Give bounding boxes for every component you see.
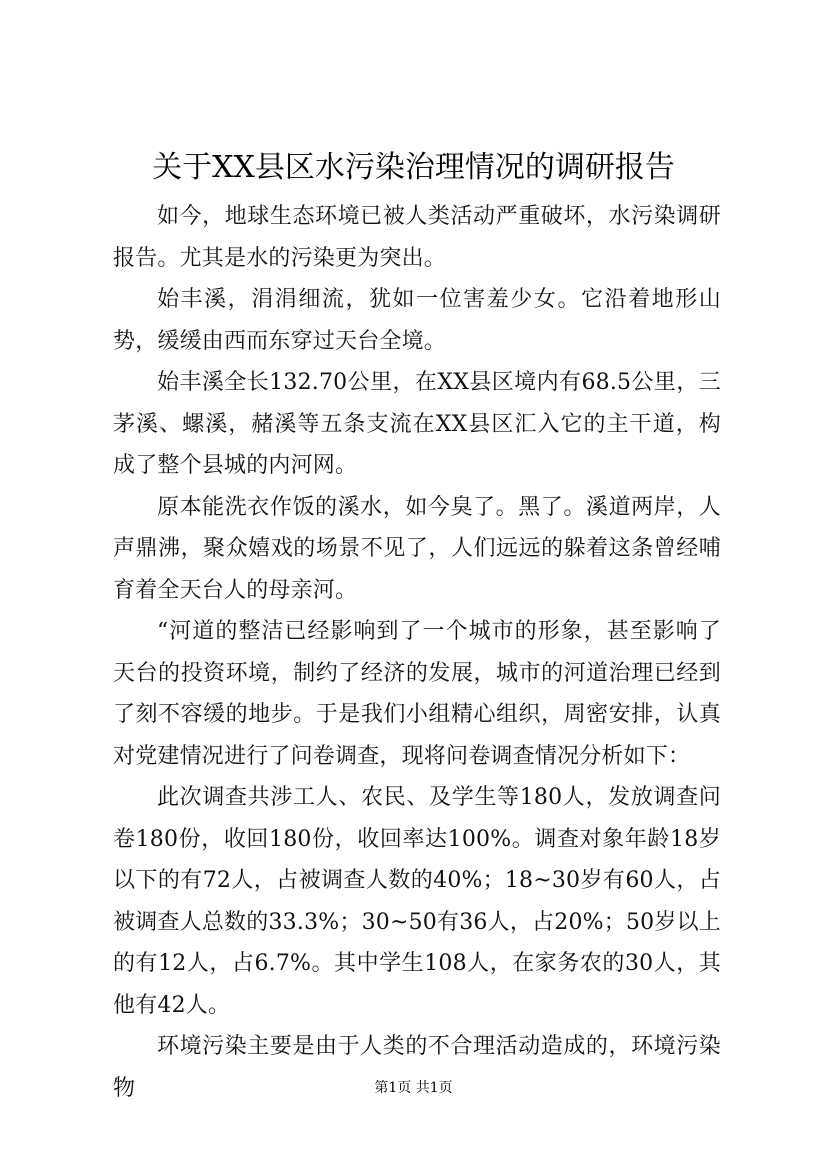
paragraph: 原本能洗衣作饭的溪水，如今臭了。黑了。溪道两岸，人声鼎沸，聚众嬉戏的场景不见了，人们远远的躲着这条曾经哺育着全天台人的母亲河。	[113, 494, 721, 603]
document-title: 关于XX县区水污染治理情况的调研报告	[152, 150, 675, 185]
document-body	[113, 196, 721, 1109]
paragraph: “河道的整洁已经影响到了一个城市的形象，甚至影响了天台的投资环境，制约了经济的发展，城市的河道治理已经到了刻不容缓的地步。于是我们小组精心组织，周密安排，认真对党建情况进行了问卷调查，现将问卷调查情况分析如下：	[113, 619, 721, 769]
page-footer: 第1页 共1页	[374, 1080, 453, 1096]
paragraph: 如今，地球生态环境已被人类活动严重破坏，水污染调研报告。尤其是水的污染更为突出。	[113, 204, 721, 271]
paragraph: 始丰溪，涓涓细流，犹如一位害羞少女。它沿着地形山势，缓缓由西而东穿过天台全境。	[113, 287, 721, 354]
paragraph: 环境污染主要是由于人类的不合理活动造成的，环境污染物	[113, 1034, 721, 1101]
paragraph: 此次调查共涉工人、农民、及学生等180人，发放调查问卷180份，收回180份，收回率达100%。调查对象年龄18岁以下的有72人，占被调查人数的40%；18~30岁有60人，占被调查人总数的33.3%；30~50有36人，占20%；50岁以上的有12人，占6.7%。其中学生108人，在家务农的30人，其他有42人。	[113, 785, 721, 1018]
paragraph: 始丰溪全长132.70公里，在XX县区境内有68.5公里，三茅溪、螺溪，赭溪等五条支流在XX县区汇入它的主干道，构成了整个县城的内河网。	[113, 370, 721, 478]
